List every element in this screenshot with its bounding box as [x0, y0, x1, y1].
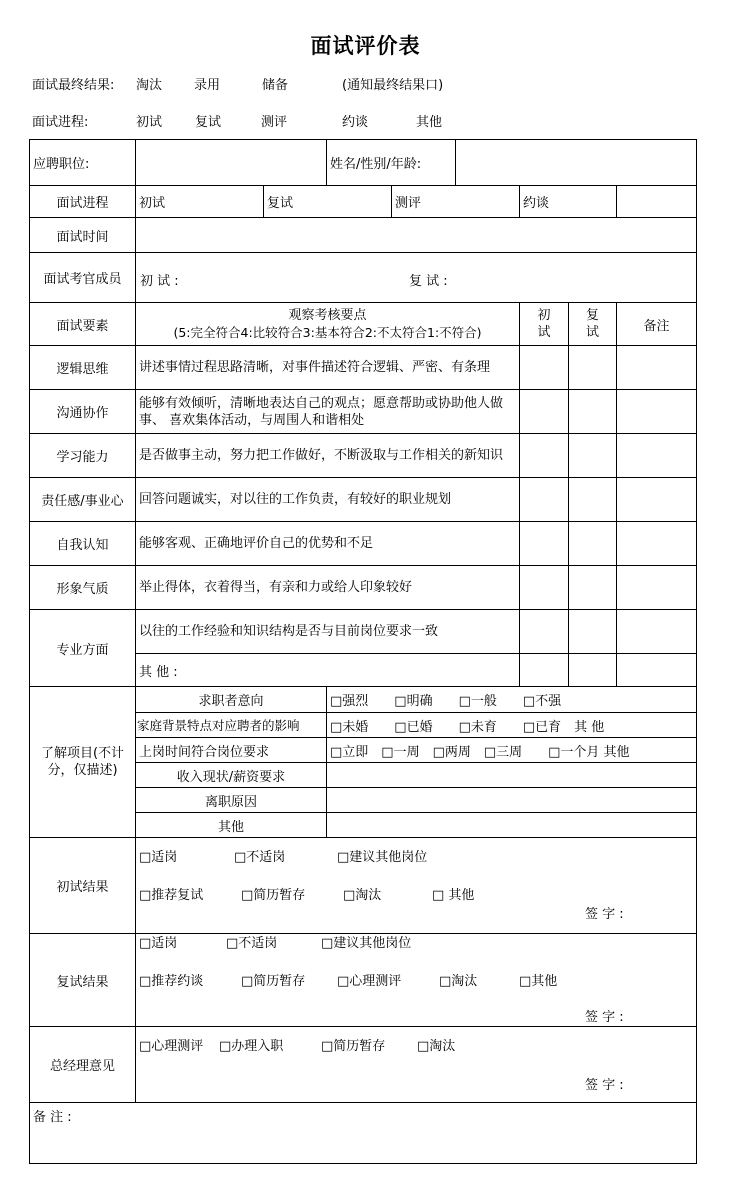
- criterion-name: 逻辑思维: [30, 346, 136, 390]
- first-result-cell[interactable]: [136, 838, 697, 934]
- score-first[interactable]: [520, 434, 569, 478]
- score-second[interactable]: [569, 654, 617, 687]
- criterion-name: 自我认知: [30, 522, 136, 566]
- understand-item-value[interactable]: □强烈 □明确 □一般 □不强: [327, 687, 697, 713]
- progress-option: 复试: [195, 115, 222, 130]
- criteria-title: 观察考核要点: [288, 308, 367, 323]
- score-second[interactable]: [569, 390, 617, 434]
- criterion-name: 沟通协作: [30, 390, 136, 434]
- checkbox-option[interactable]: □淘汰: [439, 974, 478, 989]
- elements-label: 面试要素: [30, 303, 136, 346]
- understand-item-label: 家庭背景特点对应聘者的影响: [136, 713, 327, 738]
- first-result-label: 初试结果: [30, 838, 136, 934]
- progress-cell: 复试: [264, 186, 392, 218]
- score-first[interactable]: [520, 566, 569, 610]
- checkbox-option[interactable]: □ 其他: [432, 888, 475, 903]
- score-second[interactable]: [569, 434, 617, 478]
- criterion-desc: 是否做事主动，努力把工作做好，不断汲取与工作相关的新知识: [136, 434, 520, 478]
- progress-option: 初试: [136, 115, 163, 130]
- score-second[interactable]: [569, 566, 617, 610]
- progress-option: 约谈: [342, 115, 369, 130]
- name-field[interactable]: [456, 140, 697, 186]
- col-second-header: 复 试: [569, 303, 617, 346]
- understand-item-value[interactable]: [327, 813, 697, 838]
- checkbox-option[interactable]: □推荐约谈: [139, 974, 204, 989]
- final-result-option: 淘汰: [136, 78, 163, 93]
- checkbox-option[interactable]: □心理测评: [337, 974, 402, 989]
- score-second[interactable]: [569, 346, 617, 390]
- score-second[interactable]: [569, 522, 617, 566]
- score-note[interactable]: [617, 390, 697, 434]
- understand-item-value[interactable]: [327, 763, 697, 788]
- checkbox-option[interactable]: □其他: [519, 974, 558, 989]
- score-first[interactable]: [520, 522, 569, 566]
- criterion-name: 学习能力: [30, 434, 136, 478]
- score-note[interactable]: [617, 478, 697, 522]
- position-field[interactable]: [136, 140, 327, 186]
- examiners-label: 面试考官成员: [30, 253, 136, 303]
- score-first[interactable]: [520, 478, 569, 522]
- understand-item-label: 收入现状/薪资要求: [136, 763, 327, 788]
- checkbox-option[interactable]: □简历暂存: [241, 974, 306, 989]
- examiners-first: 初 试 :: [140, 274, 179, 289]
- checkbox-option[interactable]: □建议其他岗位: [337, 850, 428, 865]
- examiners-second: 复 试 :: [409, 274, 448, 289]
- criteria-scale: (5:完全符合4:比较符合3:基本符合2:不太符合1:不符合): [173, 325, 482, 340]
- checkbox-option[interactable]: □心理测评: [139, 1039, 204, 1054]
- progress-cell: 测评: [392, 186, 520, 218]
- final-result-option: 储备: [262, 78, 289, 93]
- progress-row-label: 面试进程: [30, 186, 136, 218]
- score-first[interactable]: [520, 610, 569, 654]
- examiners-field[interactable]: [136, 253, 697, 303]
- professional-label: 专业方面: [30, 610, 136, 687]
- evaluation-table: [29, 139, 697, 1164]
- sign-label: 签 字 :: [585, 1078, 624, 1093]
- progress-cell: 约谈: [520, 186, 617, 218]
- understand-item-value[interactable]: □立即 □一周 □两周 □三周 □一个月 其他: [327, 738, 697, 763]
- checkbox-option[interactable]: □简历暂存: [241, 888, 306, 903]
- understand-item-label: 上岗时间符合岗位要求: [136, 738, 327, 763]
- score-first[interactable]: [520, 346, 569, 390]
- professional-other[interactable]: 其 他 :: [136, 654, 520, 687]
- remark-label: 备 注 :: [33, 1110, 72, 1125]
- score-second[interactable]: [569, 610, 617, 654]
- understand-item-value[interactable]: □未婚 □已婚 □未育 □已育 其 他: [327, 713, 697, 738]
- remark-cell[interactable]: [30, 1103, 697, 1164]
- checkbox-option[interactable]: □不适岗: [226, 936, 278, 951]
- score-second[interactable]: [569, 478, 617, 522]
- time-field[interactable]: [136, 218, 697, 253]
- score-note[interactable]: [617, 522, 697, 566]
- progress-cell-extra[interactable]: [617, 186, 697, 218]
- understand-item-label: 求职者意向: [136, 687, 327, 713]
- page-title: 面试评价表: [310, 34, 421, 58]
- criterion-desc: 能够有效倾听，清晰地表达自己的观点；愿意帮助或协助他人做事、 喜欢集体活动，与周围人和谐相处: [136, 390, 520, 434]
- checkbox-option[interactable]: □建议其他岗位: [321, 936, 412, 951]
- col-first-header: 初 试: [520, 303, 569, 346]
- checkbox-option[interactable]: □办理入职: [219, 1039, 284, 1054]
- understand-label: 了解项目(不计分，仅描述): [30, 687, 136, 838]
- checkbox-option[interactable]: □淘汰: [343, 888, 382, 903]
- score-note[interactable]: [617, 566, 697, 610]
- progress-label: 面试进程:: [32, 115, 89, 130]
- score-first[interactable]: [520, 654, 569, 687]
- understand-item-label: 离职原因: [136, 788, 327, 813]
- score-note[interactable]: [617, 654, 697, 687]
- criterion-desc: 回答问题诚实，对以往的工作负责，有较好的职业规划: [136, 478, 520, 522]
- score-first[interactable]: [520, 390, 569, 434]
- score-note[interactable]: [617, 434, 697, 478]
- criterion-name: 责任感/事业心: [30, 478, 136, 522]
- progress-cell: 初试: [136, 186, 264, 218]
- final-result-option: 录用: [194, 78, 221, 93]
- progress-option: 其他: [416, 115, 443, 130]
- progress-option: 测评: [261, 115, 288, 130]
- checkbox-option[interactable]: □适岗: [139, 936, 178, 951]
- professional-desc: 以往的工作经验和知识结构是否与目前岗位要求一致: [136, 610, 520, 654]
- criteria-header: [136, 303, 520, 346]
- col-note-header: 备注: [617, 303, 697, 346]
- second-result-label: 复试结果: [30, 934, 136, 1027]
- criterion-desc: 举止得体，衣着得当，有亲和力或给人印象较好: [136, 566, 520, 610]
- name-label: 姓名/性别/年龄:: [327, 140, 456, 186]
- second-result-cell[interactable]: [136, 934, 697, 1027]
- score-note[interactable]: [617, 346, 697, 390]
- checkbox-option[interactable]: □淘汰: [417, 1039, 456, 1054]
- final-result-note: (通知最终结果口): [342, 78, 444, 93]
- understand-item-value[interactable]: [327, 788, 697, 813]
- checkbox-option[interactable]: □适岗: [139, 850, 178, 865]
- sign-label: 签 字 :: [585, 1010, 624, 1025]
- criterion-desc: 能够客观、正确地评价自己的优势和不足: [136, 522, 520, 566]
- checkbox-option[interactable]: □推荐复试: [139, 888, 204, 903]
- position-label: 应聘职位:: [30, 140, 136, 186]
- score-note[interactable]: [617, 610, 697, 654]
- understand-item-label: 其他: [136, 813, 327, 838]
- checkbox-option[interactable]: □不适岗: [234, 850, 286, 865]
- final-result-label: 面试最终结果:: [32, 78, 115, 93]
- criterion-desc: 讲述事情过程思路清晰，对事件描述符合逻辑、严密、有条理: [136, 346, 520, 390]
- gm-cell[interactable]: [136, 1027, 697, 1103]
- sign-label: 签 字 :: [585, 907, 624, 922]
- gm-label: 总经理意见: [30, 1027, 136, 1103]
- criterion-name: 形象气质: [30, 566, 136, 610]
- time-label: 面试时间: [30, 218, 136, 253]
- checkbox-option[interactable]: □简历暂存: [321, 1039, 386, 1054]
